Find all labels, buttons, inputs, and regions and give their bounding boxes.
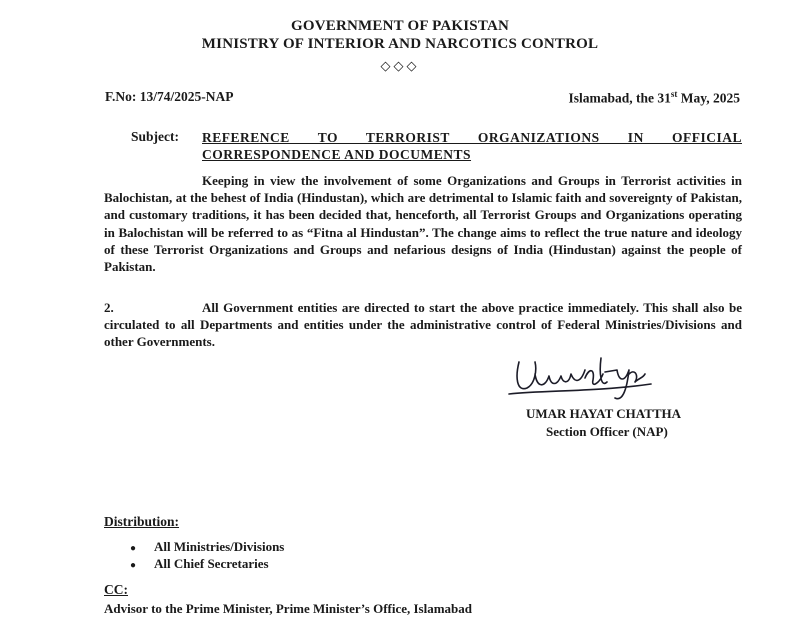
subject-line-2: CORRESPONDENCE AND DOCUMENTS xyxy=(202,147,472,162)
header-government: GOVERNMENT OF PAKISTAN xyxy=(290,18,510,34)
bullet-icon: ● xyxy=(130,560,137,571)
distribution-item: All Ministries/Divisions xyxy=(154,539,285,554)
date-line xyxy=(568,89,740,107)
distribution-label: Distribution: xyxy=(104,514,180,529)
header-ministry: MINISTRY OF INTERIOR AND NARCOTICS CONTROL xyxy=(201,36,599,52)
date-prefix: Islamabad, the 31 xyxy=(568,90,671,106)
signatory-name: UMAR HAYAT CHATTHA xyxy=(526,406,682,421)
date-superscript: st xyxy=(670,89,678,99)
paragraph-1: Keeping in view the involvement of some Organizations and Groups in Terrorist activities in Balochistan, at the behest of India (Hindustan), which are detrimental to Islamic faith and sovereignty of Pakistan, and customary traditions, it has been decided that, henceforth, all Terrorist Groups and Organizations operating in Balochistan will be referred to as “Fitna al Hindustan”. The change aims to reflect the true nature and ideology of these Terrorist Organizations and Groups and nefarious designs of India (Hindustan) against the people of Pakistan. xyxy=(104,173,742,275)
signatory-designation: Section Officer (NAP) xyxy=(546,424,668,439)
paragraph-2-text: All Government entities are directed to start the above practice immediately. This shall also be circulated to all Departments and entities under the administrative control of Federal Ministries/Divisions and other Governments. xyxy=(104,300,742,350)
cc-recipient: Advisor to the Prime Minister, Prime Minister’s Office, Islamabad xyxy=(104,601,473,616)
paragraph-2 xyxy=(104,299,742,351)
list-item xyxy=(130,538,284,555)
distribution-item: All Chief Secretaries xyxy=(154,556,269,571)
signature-image xyxy=(505,348,655,406)
header-ornament: ◇◇◇ xyxy=(380,58,420,73)
bullet-icon: ● xyxy=(130,543,137,554)
file-number: F.No: 13/74/2025-NAP xyxy=(105,89,234,104)
date-suffix: May, 2025 xyxy=(677,90,740,106)
distribution-list xyxy=(130,538,284,572)
list-item xyxy=(130,555,284,572)
subject-text xyxy=(202,129,742,163)
paragraph-2-number: 2. xyxy=(104,300,114,315)
subject-line-1: REFERENCE TO TERRORIST ORGANIZATIONS IN OFFICIAL xyxy=(202,130,742,145)
cc-label: CC: xyxy=(104,582,128,597)
subject-label: Subject: xyxy=(131,129,179,144)
